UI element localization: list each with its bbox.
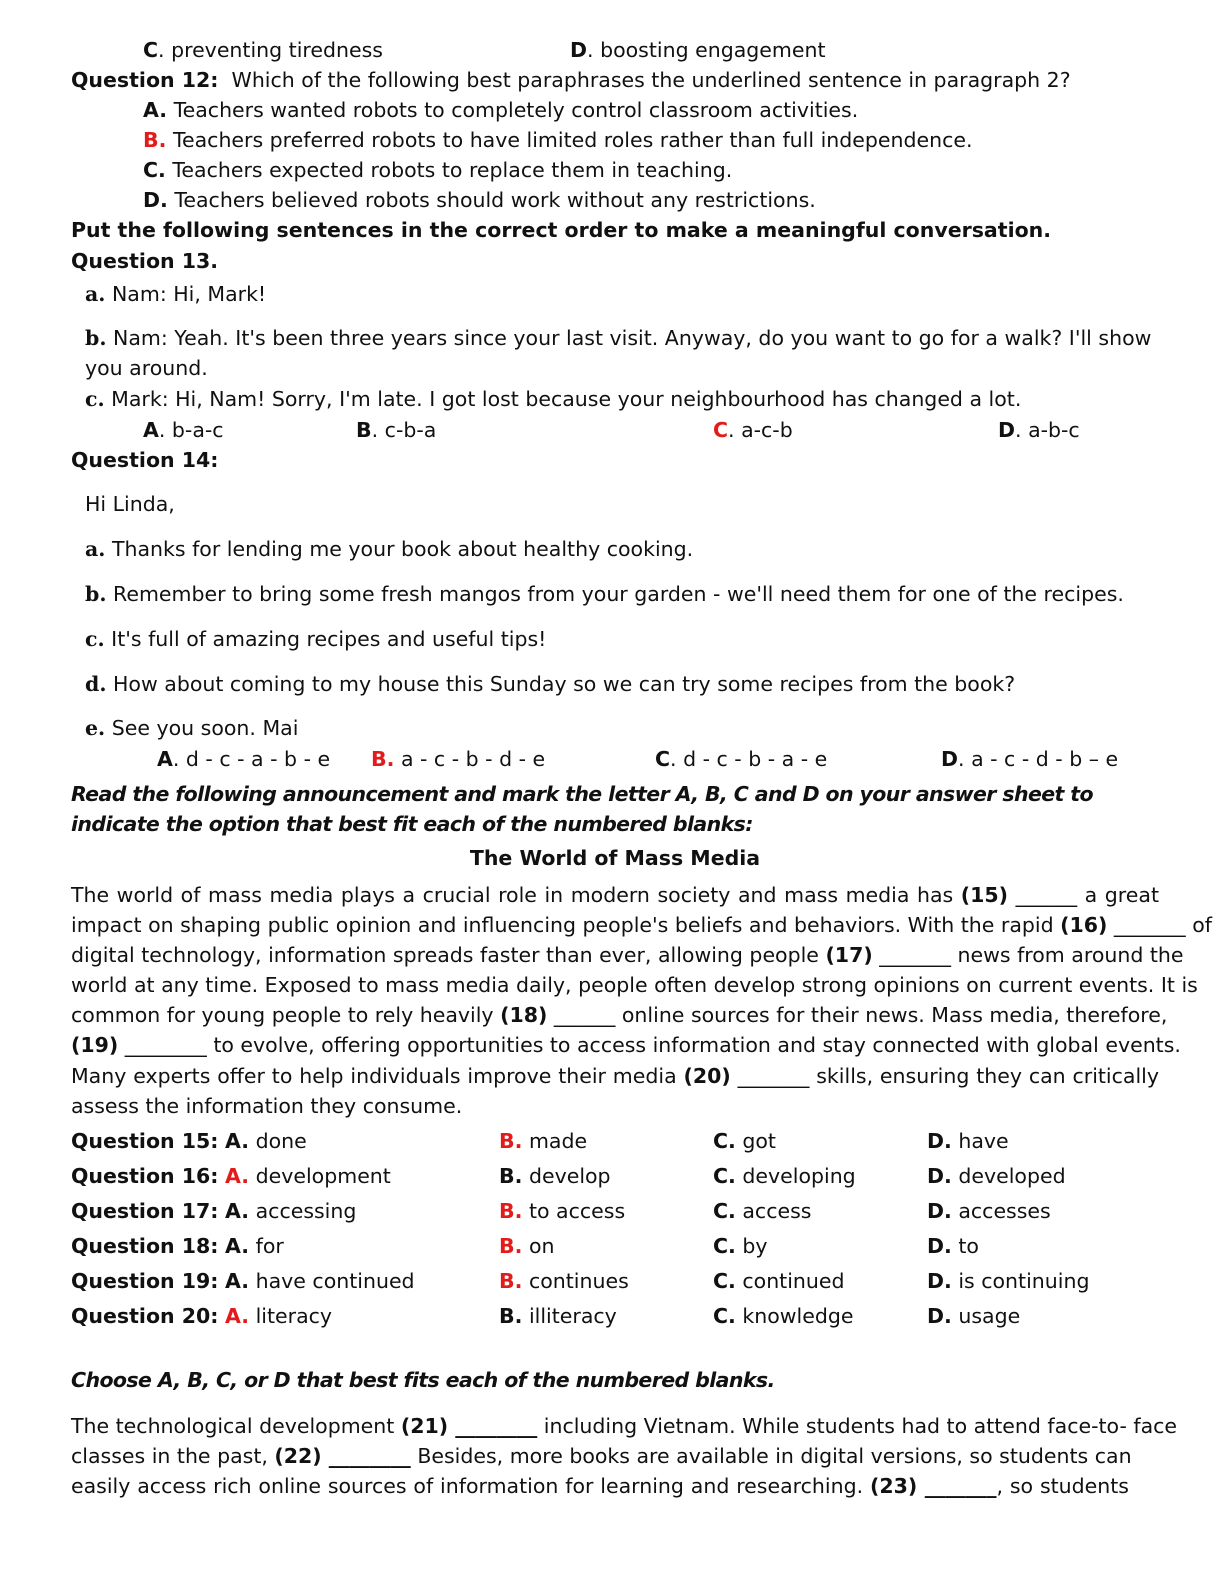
section-heading-order: Put the following sentences in the correct order to make a meaningful conversation. [71,218,1052,242]
answer-17-c: C. access [713,1199,812,1223]
answer-row-17: Question 17: A. accessing [71,1199,357,1223]
q13-line-b-cont: you around. [85,356,208,380]
answer-16-d: D. developed [927,1164,1066,1188]
answer-18-c: C. by [713,1234,768,1258]
q13-option-a: A. b-a-c [143,418,224,442]
passage-line: (19) ________ to evolve, offering opportunities to access information and stay connected with global events. [71,1033,1181,1057]
passage-line: The world of mass media plays a crucial role in modern society and mass media has (15) ______ a great [71,883,1159,907]
q14-line-e: e. See you soon. Mai [85,716,299,740]
passage-line: impact on shaping public opinion and influencing people's beliefs and behaviors. With the rapid (16) _______ of [71,913,1212,937]
q14-line-b: b. Remember to bring some fresh mangos from your garden - we'll need them for one of the recipes. [85,582,1124,606]
q12-stem: Question 12: Which of the following best paraphrases the underlined sentence in paragraph 2? [71,68,1071,92]
answer-20-c: C. knowledge [713,1304,854,1328]
answer-19-d: D. is continuing [927,1269,1090,1293]
answer-15-d: D. have [927,1129,1009,1153]
passage-line: digital technology, information spreads faster than ever, allowing people (17) _______ news from around the [71,943,1184,967]
q14-option-b: B. a - c - b - d - e [371,747,546,771]
q13-line-a: a. Nam: Hi, Mark! [85,282,267,306]
q13-option-d: D. a-b-c [998,418,1080,442]
answer-row-16: Question 16: A. development [71,1164,391,1188]
q12-option-c: C. Teachers expected robots to replace them in teaching. [143,158,733,182]
q14-option-a: A. d - c - a - b - e [157,747,331,771]
passage2-line: classes in the past, (22) ________ Besides, more books are available in digital versions, so students can [71,1444,1132,1468]
answer-18-d: D. to [927,1234,979,1258]
answer-row-19: Question 19: A. have continued [71,1269,415,1293]
q13-label: Question 13. [71,249,219,273]
q13-option-b: B. c-b-a [356,418,437,442]
section-heading-choose: Choose A, B, C, or D that best fits each of the numbered blanks. [71,1368,775,1392]
q11-option-d: D. boosting engagement [570,38,826,62]
answer-17-d: D. accesses [927,1199,1051,1223]
q12-option-a: A. Teachers wanted robots to completely control classroom activities. [143,98,859,122]
q13-line-b: b. Nam: Yeah. It's been three years since your last visit. Anyway, do you want to go for a walk? I'll show [85,326,1152,350]
passage-title: The World of Mass Media [469,846,761,870]
answer-row-20: Question 20: A. literacy [71,1304,333,1328]
q14-line-d: d. How about coming to my house this Sunday so we can try some recipes from the book? [85,672,1016,696]
answer-row-18: Question 18: A. for [71,1234,284,1258]
q14-label: Question 14: [71,448,219,472]
passage2-line: The technological development (21) ________ including Vietnam. While students had to attend face-to- face [71,1414,1178,1438]
section-heading-announcement-1: Read the following announcement and mark the letter A, B, C and D on your answer sheet to [71,782,1093,806]
q11-option-c: C. preventing tiredness [143,38,383,62]
q13-option-c: C. a-c-b [713,418,793,442]
q14-option-d: D. a - c - d - b – e [941,747,1119,771]
answer-19-c: C. continued [713,1269,845,1293]
answer-16-b: B. develop [499,1164,611,1188]
section-heading-announcement-2: indicate the option that best fit each of the numbered blanks: [71,812,753,836]
answer-20-b: B. illiteracy [499,1304,617,1328]
answer-15-b: B. made [499,1129,588,1153]
q12-option-d: D. Teachers believed robots should work without any restrictions. [143,188,816,212]
q14-greeting: Hi Linda, [85,492,175,516]
passage2-line: easily access rich online sources of information for learning and researching. (23) _______, so students [71,1474,1129,1498]
answer-row-15: Question 15: A. done [71,1129,307,1153]
passage-line: world at any time. Exposed to mass media daily, people often develop strong opinions on current events. It is [71,973,1198,997]
passage-line: assess the information they consume. [71,1094,463,1118]
answer-16-c: C. developing [713,1164,856,1188]
q13-line-c: c. Mark: Hi, Nam! Sorry, I'm late. I got lost because your neighbourhood has changed a lot. [85,387,1022,411]
q14-line-c: c. It's full of amazing recipes and useful tips! [85,627,547,651]
answer-20-d: D. usage [927,1304,1021,1328]
answer-15-c: C. got [713,1129,776,1153]
q14-option-c: C. d - c - b - a - e [655,747,828,771]
answer-17-b: B. to access [499,1199,626,1223]
answer-19-b: B. continues [499,1269,629,1293]
passage-line: Many experts offer to help individuals improve their media (20) _______ skills, ensuring they can critically [71,1064,1159,1088]
passage-line: common for young people to rely heavily (18) ______ online sources for their news. Mass media, therefore, [71,1003,1168,1027]
answer-18-b: B. on [499,1234,555,1258]
q12-option-b: B. Teachers preferred robots to have limited roles rather than full independence. [143,128,973,152]
q14-line-a: a. Thanks for lending me your book about healthy cooking. [85,537,694,561]
